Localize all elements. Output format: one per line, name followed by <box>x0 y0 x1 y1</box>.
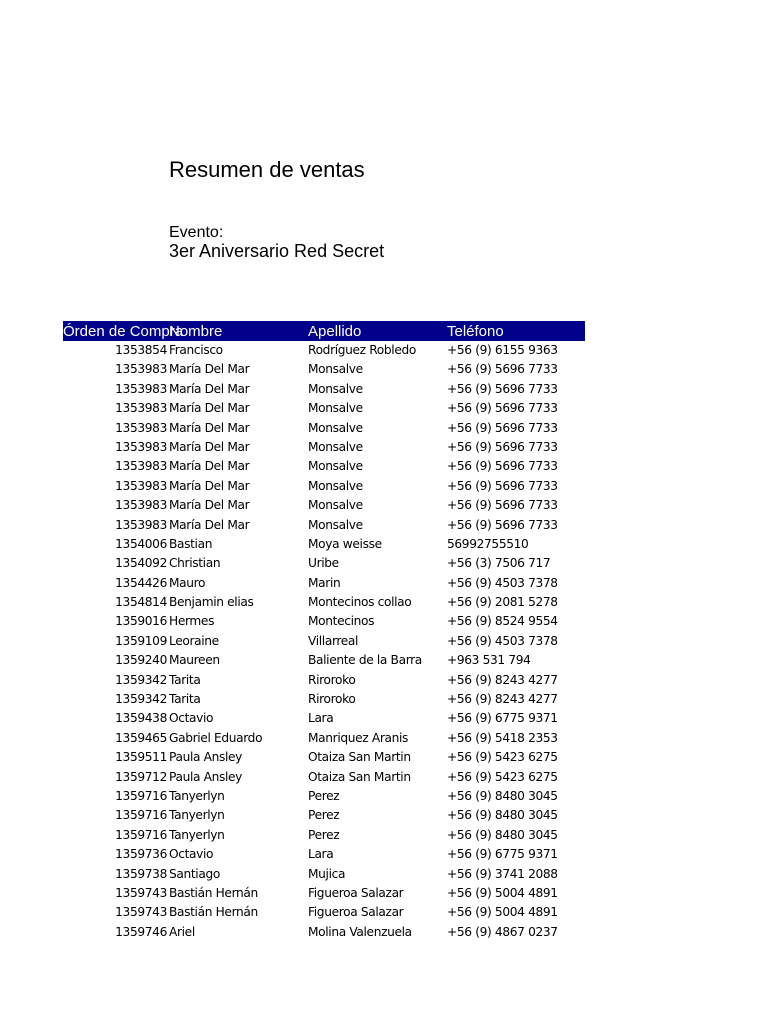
last-name-cell: Montecinos <box>308 614 375 629</box>
first-name-cell: María Del Mar <box>169 362 250 377</box>
first-name-cell: María Del Mar <box>169 420 250 435</box>
last-name-cell: Montecinos collao <box>308 595 412 610</box>
sales-table <box>63 321 585 942</box>
first-name-cell: Gabriel Eduardo <box>169 730 263 745</box>
order-number-cell: 1353983 <box>115 381 167 396</box>
table-row <box>63 341 585 360</box>
last-name-cell: Lara <box>308 711 334 726</box>
table-row <box>63 496 585 515</box>
table-row <box>63 593 585 612</box>
table-row <box>63 516 585 535</box>
order-number-cell: 1353983 <box>115 420 167 435</box>
table-row <box>63 360 585 379</box>
last-name-cell: Monsalve <box>308 517 363 532</box>
first-name-cell: María Del Mar <box>169 459 250 474</box>
table-row <box>63 574 585 593</box>
first-name-cell: Tanyerlyn <box>169 827 225 842</box>
phone-number-cell: +56 (9) 3741 2088 <box>447 866 558 881</box>
first-name-cell: Benjamin elias <box>169 595 254 610</box>
table-row <box>63 477 585 496</box>
last-name-cell: Monsalve <box>308 401 363 416</box>
phone-number-cell: +56 (9) 6775 9371 <box>447 711 558 726</box>
last-name-cell: Figueroa Salazar <box>308 905 404 920</box>
order-number-cell: 1359342 <box>115 692 167 707</box>
first-name-cell: Paula Ansley <box>169 750 243 765</box>
last-name-cell: Monsalve <box>308 439 363 454</box>
phone-number-cell: +56 (9) 8480 3045 <box>447 788 558 803</box>
first-name-cell: Hermes <box>169 614 215 629</box>
first-name-cell: Tanyerlyn <box>169 808 225 823</box>
order-number-cell: 1359738 <box>115 866 167 881</box>
first-name-cell: Ariel <box>169 924 195 939</box>
order-number-cell: 1353983 <box>115 401 167 416</box>
last-name-cell: Monsalve <box>308 381 363 396</box>
order-number-cell: 1359712 <box>115 769 167 784</box>
first-name-cell: María Del Mar <box>169 498 250 513</box>
table-row <box>63 535 585 554</box>
order-number-cell: 1359511 <box>115 750 167 765</box>
phone-number-cell: +56 (9) 5004 4891 <box>447 885 558 900</box>
table-row <box>63 903 585 922</box>
last-name-cell: Monsalve <box>308 498 363 513</box>
table-row <box>63 457 585 476</box>
phone-number-cell: +56 (9) 5696 7733 <box>447 381 558 396</box>
table-row <box>63 651 585 670</box>
phone-number-cell: +56 (9) 5696 7733 <box>447 459 558 474</box>
table-row <box>63 806 585 825</box>
first-name-cell: María Del Mar <box>169 478 250 493</box>
table-row <box>63 729 585 748</box>
table-row <box>63 438 585 457</box>
phone-number-cell: +56 (9) 5696 7733 <box>447 362 558 377</box>
table-row <box>63 826 585 845</box>
first-name-cell: Christian <box>169 556 221 571</box>
phone-number-cell: +56 (9) 6775 9371 <box>447 847 558 862</box>
order-number-cell: 1353983 <box>115 459 167 474</box>
table-row <box>63 709 585 728</box>
first-name-cell: María Del Mar <box>169 381 250 396</box>
last-name-cell: Perez <box>308 808 340 823</box>
last-name-cell: Marin <box>308 575 341 590</box>
table-row <box>63 884 585 903</box>
phone-number-cell: +56 (9) 8480 3045 <box>447 808 558 823</box>
order-number-cell: 1353983 <box>115 362 167 377</box>
phone-number-cell: 56992755510 <box>447 536 529 551</box>
order-number-cell: 1359240 <box>115 653 167 668</box>
first-name-cell: Mauro <box>169 575 206 590</box>
column-header-order: Órden de Compra <box>63 323 184 340</box>
phone-number-cell: +56 (9) 5696 7733 <box>447 420 558 435</box>
phone-number-cell: +963 531 794 <box>447 653 531 668</box>
first-name-cell: Octavio <box>169 711 214 726</box>
phone-number-cell: +56 (9) 8243 4277 <box>447 672 558 687</box>
report-title: Resumen de ventas <box>169 157 365 182</box>
table-body <box>63 341 585 942</box>
order-number-cell: 1359016 <box>115 614 167 629</box>
order-number-cell: 1359716 <box>115 788 167 803</box>
last-name-cell: Manriquez Aranis <box>308 730 409 745</box>
column-header-surname: Apellido <box>308 323 362 340</box>
first-name-cell: Bastian <box>169 536 213 551</box>
first-name-cell: María Del Mar <box>169 439 250 454</box>
order-number-cell: 1353854 <box>115 343 167 357</box>
column-header-phone: Teléfono <box>447 323 504 340</box>
first-name-cell: Leoraine <box>169 633 219 648</box>
last-name-cell: Moya weisse <box>308 536 382 551</box>
event-name: 3er Aniversario Red Secret <box>169 241 385 261</box>
phone-number-cell: +56 (9) 5423 6275 <box>447 750 558 765</box>
order-number-cell: 1359736 <box>115 847 167 862</box>
order-number-cell: 1359109 <box>115 633 167 648</box>
phone-number-cell: +56 (9) 5696 7733 <box>447 401 558 416</box>
last-name-cell: Otaiza San Martin <box>308 769 411 784</box>
first-name-cell: Tarita <box>169 692 201 707</box>
phone-number-cell: +56 (9) 5004 4891 <box>447 905 558 920</box>
order-number-cell: 1359746 <box>115 924 167 939</box>
last-name-cell: Lara <box>308 847 334 862</box>
order-number-cell: 1359716 <box>115 808 167 823</box>
table-header <box>63 321 585 341</box>
table-row <box>63 380 585 399</box>
last-name-cell: Baliente de la Barra <box>308 653 422 668</box>
phone-number-cell: +56 (3) 7506 717 <box>447 556 551 571</box>
first-name-cell: Bastián Hernán <box>169 905 258 920</box>
last-name-cell: Rodríguez Robledo <box>308 343 416 357</box>
table-row <box>63 787 585 806</box>
phone-number-cell: +56 (9) 4503 7378 <box>447 633 558 648</box>
table-row <box>63 671 585 690</box>
first-name-cell: Tanyerlyn <box>169 788 225 803</box>
order-number-cell: 1353983 <box>115 439 167 454</box>
first-name-cell: Maureen <box>169 653 220 668</box>
last-name-cell: Figueroa Salazar <box>308 885 404 900</box>
order-number-cell: 1359743 <box>115 905 167 920</box>
table-row <box>63 748 585 767</box>
last-name-cell: Perez <box>308 788 340 803</box>
phone-number-cell: +56 (9) 6155 9363 <box>447 343 558 357</box>
phone-number-cell: +56 (9) 5418 2353 <box>447 730 558 745</box>
table-row <box>63 865 585 884</box>
table-row <box>63 690 585 709</box>
phone-number-cell: +56 (9) 4503 7378 <box>447 575 558 590</box>
order-number-cell: 1359438 <box>115 711 167 726</box>
table-row <box>63 768 585 787</box>
last-name-cell: Monsalve <box>308 362 363 377</box>
last-name-cell: Mujica <box>308 866 346 881</box>
phone-number-cell: +56 (9) 8480 3045 <box>447 827 558 842</box>
phone-number-cell: +56 (9) 5696 7733 <box>447 478 558 493</box>
last-name-cell: Monsalve <box>308 459 363 474</box>
first-name-cell: Tarita <box>169 672 201 687</box>
phone-number-cell: +56 (9) 8524 9554 <box>447 614 558 629</box>
last-name-cell: Monsalve <box>308 420 363 435</box>
order-number-cell: 1354006 <box>115 536 167 551</box>
phone-number-cell: +56 (9) 5696 7733 <box>447 498 558 513</box>
last-name-cell: Riroroko <box>308 692 356 707</box>
first-name-cell: María Del Mar <box>169 517 250 532</box>
phone-number-cell: +56 (9) 2081 5278 <box>447 595 558 610</box>
order-number-cell: 1353983 <box>115 498 167 513</box>
order-number-cell: 1353983 <box>115 517 167 532</box>
order-number-cell: 1359743 <box>115 885 167 900</box>
table-row <box>63 632 585 651</box>
first-name-cell: Bastián Hernán <box>169 885 258 900</box>
table-row <box>63 399 585 418</box>
order-number-cell: 1354426 <box>115 575 167 590</box>
last-name-cell: Molina Valenzuela <box>308 924 412 939</box>
event-label: Evento: <box>169 224 224 241</box>
last-name-cell: Monsalve <box>308 478 363 493</box>
phone-number-cell: +56 (9) 5696 7733 <box>447 439 558 454</box>
table-row <box>63 923 585 942</box>
order-number-cell: 1359342 <box>115 672 167 687</box>
last-name-cell: Villarreal <box>308 633 359 648</box>
column-header-name: Nombre <box>169 323 223 340</box>
table-row <box>63 612 585 631</box>
order-number-cell: 1359716 <box>115 827 167 842</box>
order-number-cell: 1353983 <box>115 478 167 493</box>
phone-number-cell: +56 (9) 5696 7733 <box>447 517 558 532</box>
last-name-cell: Riroroko <box>308 672 356 687</box>
order-number-cell: 1354092 <box>115 556 167 571</box>
table-row <box>63 554 585 573</box>
phone-number-cell: +56 (9) 4867 0237 <box>447 924 558 939</box>
last-name-cell: Perez <box>308 827 340 842</box>
phone-number-cell: +56 (9) 5423 6275 <box>447 769 558 784</box>
first-name-cell: María Del Mar <box>169 401 250 416</box>
phone-number-cell: +56 (9) 8243 4277 <box>447 692 558 707</box>
table-row <box>63 419 585 438</box>
first-name-cell: Francisco <box>169 343 223 357</box>
first-name-cell: Paula Ansley <box>169 769 243 784</box>
last-name-cell: Otaiza San Martin <box>308 750 411 765</box>
first-name-cell: Octavio <box>169 847 214 862</box>
order-number-cell: 1354814 <box>115 595 167 610</box>
table-row <box>63 845 585 864</box>
first-name-cell: Santiago <box>169 866 220 881</box>
last-name-cell: Uribe <box>308 556 339 571</box>
order-number-cell: 1359465 <box>115 730 167 745</box>
